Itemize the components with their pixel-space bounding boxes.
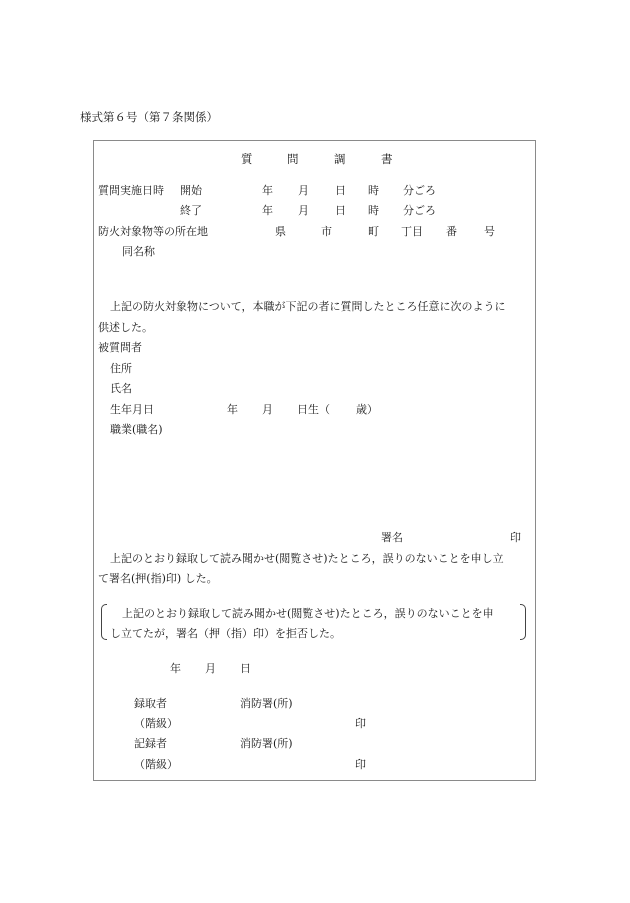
recorder-seal: 印	[355, 717, 366, 730]
location-go: 号	[484, 225, 495, 238]
location-ban: 番	[446, 225, 457, 238]
statement-line2: 供述した。	[98, 321, 153, 334]
respondent-name-label: 氏名	[110, 382, 132, 395]
end-day: 日	[335, 204, 346, 217]
confirmation-line1: 上記のとおり録取して読み聞かせ(閲覧させ)たところ，誤りのないことを申し立	[110, 552, 504, 565]
age-label: 歳）	[356, 403, 378, 416]
statement-line1: 上記の防火対象物について，本職が下記の者に質問したところ任意に次のように	[110, 300, 506, 313]
recorder-rank: （階級）	[134, 758, 178, 771]
schedule-label: 質問実施日時	[98, 184, 164, 197]
recorder-office: 消防署(所)	[240, 737, 293, 750]
birth-label: 生年月日	[110, 403, 154, 416]
start-hour: 時	[368, 184, 379, 197]
respondent-address-label: 住所	[110, 362, 132, 375]
form-number-label: 様式第６号（第７条関係）	[80, 110, 218, 124]
recorder-office: 消防署(所)	[240, 697, 293, 710]
end-month: 月	[298, 204, 309, 217]
start-day: 日	[335, 184, 346, 197]
respondent-heading: 被質問者	[98, 341, 142, 354]
refusal-line2: し立てたが，署名（押（指）印）を拒否した。	[110, 627, 341, 640]
end-label: 終了	[180, 204, 202, 217]
date-month: 月	[205, 662, 216, 675]
start-month: 月	[298, 184, 309, 197]
end-hour: 時	[368, 204, 379, 217]
location-chome: 丁目	[401, 225, 423, 238]
title-char: 質	[241, 152, 253, 166]
start-year: 年	[262, 184, 273, 197]
left-bracket	[101, 604, 107, 640]
location-name-label: 同名称	[122, 245, 155, 258]
birth-day: 日生（	[297, 403, 330, 416]
respondent-occupation-label: 職業(職名)	[110, 423, 163, 436]
title-char: 問	[287, 152, 299, 166]
recorder-rank: （階級）	[134, 717, 178, 730]
location-prefecture: 県	[275, 225, 286, 238]
date-year: 年	[170, 662, 181, 675]
signature-label: 署名	[381, 531, 403, 544]
title-char: 調	[334, 152, 346, 166]
location-town: 町	[368, 225, 379, 238]
birth-month: 月	[262, 403, 273, 416]
refusal-line1: 上記のとおり録取して読み聞かせ(閲覧させ)たところ，誤りのないことを申	[122, 607, 494, 620]
recorder-seal: 印	[355, 758, 366, 771]
end-year: 年	[262, 204, 273, 217]
recorder-role: 録取者	[134, 697, 167, 710]
title-char: 書	[381, 152, 393, 166]
start-label: 開始	[180, 184, 202, 197]
signature-seal: 印	[510, 531, 521, 544]
end-minute: 分ごろ	[403, 204, 436, 217]
recorder-role: 記録者	[134, 737, 167, 750]
location-label: 防火対象物等の所在地	[98, 225, 208, 238]
location-city: 市	[321, 225, 332, 238]
right-bracket	[520, 604, 526, 640]
date-day: 日	[240, 662, 251, 675]
birth-year: 年	[227, 403, 238, 416]
start-minute: 分ごろ	[403, 184, 436, 197]
confirmation-line2: て署名(押(指)印) した。	[98, 572, 218, 585]
